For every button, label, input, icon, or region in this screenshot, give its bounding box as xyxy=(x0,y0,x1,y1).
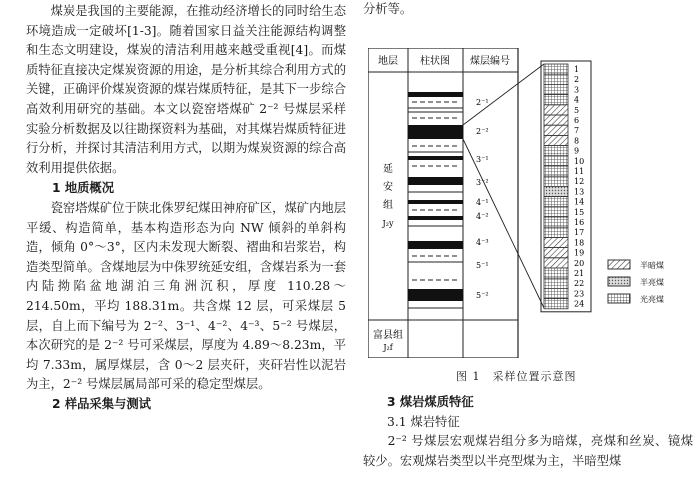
seam-label-3-1: 3⁻¹ xyxy=(476,155,489,164)
connector-top xyxy=(463,64,544,125)
sample-number: 19 xyxy=(574,248,585,258)
sample-cell xyxy=(544,146,568,156)
legend-semibright: 半亮煤 xyxy=(640,278,664,287)
formation-code-upper: J₂y xyxy=(382,219,394,228)
sampling-figure xyxy=(368,48,690,358)
sample-cell xyxy=(544,248,568,258)
sample-number: 16 xyxy=(574,218,585,227)
figure-caption: 图 1 采样位置示意图 xyxy=(456,370,577,383)
seam-label-2-2: 2⁻² xyxy=(476,127,489,136)
sample-column xyxy=(541,61,591,312)
sample-number: 24 xyxy=(574,299,585,309)
formation-code-lower: J₂f xyxy=(383,343,393,352)
sample-cell xyxy=(544,95,568,105)
section3 xyxy=(363,393,693,471)
legend xyxy=(608,260,664,304)
legend-swatch-semibright xyxy=(608,277,630,286)
sample-number: 6 xyxy=(574,116,580,125)
header-formation: 地层 xyxy=(378,56,398,67)
legend-swatch-semidull xyxy=(608,260,630,269)
strata-column xyxy=(408,92,463,308)
sample-number: 12 xyxy=(574,177,585,187)
sample-number: 11 xyxy=(574,167,585,176)
sample-cell xyxy=(544,268,568,278)
seam-label-5-1: 5⁻¹ xyxy=(476,261,489,270)
legend-swatch-bright xyxy=(608,294,630,303)
seam-label-2-1: 2⁻¹ xyxy=(476,98,489,107)
formation-char-3: 组 xyxy=(383,200,393,211)
sample-number: 9 xyxy=(574,146,580,156)
sample-cell xyxy=(544,105,568,115)
section31-paragraph: 2⁻² 号煤层宏观煤岩组分多为暗煤，亮煤和丝炭、镜煤较少。宏观煤岩类型以半亮型煤为主，半暗型煤 xyxy=(363,434,693,468)
seam-label-4-3: 4⁻³ xyxy=(476,238,489,247)
sample-cell xyxy=(544,299,568,309)
section2-heading: 2 样品采集与测试 xyxy=(52,396,151,411)
sample-number: 20 xyxy=(574,258,585,268)
sample-cell xyxy=(544,288,568,298)
sample-number: 10 xyxy=(574,156,585,166)
sample-cell xyxy=(544,278,568,288)
sample-number: 5 xyxy=(574,105,580,115)
sample-cell xyxy=(544,74,568,84)
sample-number: 1 xyxy=(574,65,580,74)
sample-number: 15 xyxy=(574,207,585,217)
sample-number: 3 xyxy=(574,85,580,95)
formation-char-1: 延 xyxy=(383,164,393,175)
sample-cell xyxy=(544,186,568,196)
formation-lower-name: 富县组 xyxy=(373,330,403,341)
sample-number: 22 xyxy=(574,279,585,289)
sample-number: 13 xyxy=(574,187,585,197)
sample-cell xyxy=(544,166,568,176)
seam-label-3-2: 3⁻² xyxy=(476,178,489,187)
sample-cell xyxy=(544,64,568,74)
section31-heading: 3.1 煤岩特征 xyxy=(387,414,460,429)
sample-number: 4 xyxy=(574,95,580,105)
sample-cell xyxy=(544,115,568,125)
right-top-text: 分析等。 xyxy=(363,2,413,16)
sample-cell xyxy=(544,197,568,207)
sample-cell xyxy=(544,217,568,227)
formation-char-2: 安 xyxy=(383,182,393,193)
left-column xyxy=(26,2,346,414)
intro-paragraph: 煤炭是我国的主要能源，在推动经济增长的同时给生态环境造成一定破坏[1-3]。随着国家日益关注能源结构调整和生态文明建设，煤炭的清洁利用越来越受重视[4]。而煤质特征直接决定煤炭资源的用途，是分析其综合利用方式的关键，正确评价煤炭资源的煤岩煤质特征，是其下一步综合高效利用研究的基础。本文以瓷窑塔煤矿 2⁻² 号煤层采样实验分析数据及以往勘探资料为基础，对其煤岩煤质特征进行分析，并探讨其清洁利用方式，以期为煤炭资源的综合高效利用提供依据。 xyxy=(26,4,346,175)
sample-cell xyxy=(544,135,568,145)
sample-number: 14 xyxy=(574,197,585,207)
legend-bright: 光亮煤 xyxy=(640,295,664,304)
connector-bottom xyxy=(463,139,544,308)
seam-label-5-2: 5⁻² xyxy=(476,291,489,300)
section1-paragraph: 瓷窑塔煤矿位于陕北侏罗纪煤田神府矿区，煤矿内地层平缓、构造简单，基本构造形态为向 NW 倾斜的单斜构造，倾角 0°～3°，区内未发现大断裂、褶曲和岩浆岩，构造类型简单。含煤地层为中侏罗统延安组，含煤岩系为一套内陆拗陷盆地湖泊三角洲沉积，厚度 110.28～214.50m，平均 188.31m。共含煤 12 层，可采煤层 5 层，自上而下编号为 2⁻²、3⁻¹、4⁻²、4⁻³、5⁻² 号煤层，本次研究的是 2⁻² 号可采煤层，厚度为 4.89～8.23m，平均 7.33m，属厚煤层，含 0～2 层夹矸，夹矸岩性以泥岩为主，2⁻² 号煤层属局部可采的稳定型煤层。 xyxy=(26,200,346,392)
sample-number: 18 xyxy=(574,238,585,248)
sample-cell xyxy=(544,258,568,268)
sample-number: 8 xyxy=(574,136,580,146)
header-column: 柱状图 xyxy=(420,56,450,67)
section1-heading: 1 地质概况 xyxy=(52,181,115,196)
sample-number: 21 xyxy=(574,269,585,278)
sample-number: 2 xyxy=(574,75,580,85)
sample-cell xyxy=(544,207,568,217)
sample-cell xyxy=(544,237,568,247)
sample-cell xyxy=(544,84,568,94)
section3-heading: 3 煤岩煤质特征 xyxy=(387,395,474,409)
header-seam-number: 煤层编号 xyxy=(470,56,510,67)
sample-cell xyxy=(544,156,568,166)
sample-cell xyxy=(544,176,568,186)
sample-cell xyxy=(544,125,568,135)
sample-number: 23 xyxy=(574,289,585,299)
sample-number: 17 xyxy=(574,228,585,238)
right-column-top xyxy=(363,0,693,20)
seam-label-4-2: 4⁻² xyxy=(476,212,489,221)
seam-label-4-1: 4⁻¹ xyxy=(476,198,489,207)
sample-cell xyxy=(544,227,568,237)
sample-number: 7 xyxy=(574,126,580,136)
legend-semidull: 半暗煤 xyxy=(640,261,664,270)
